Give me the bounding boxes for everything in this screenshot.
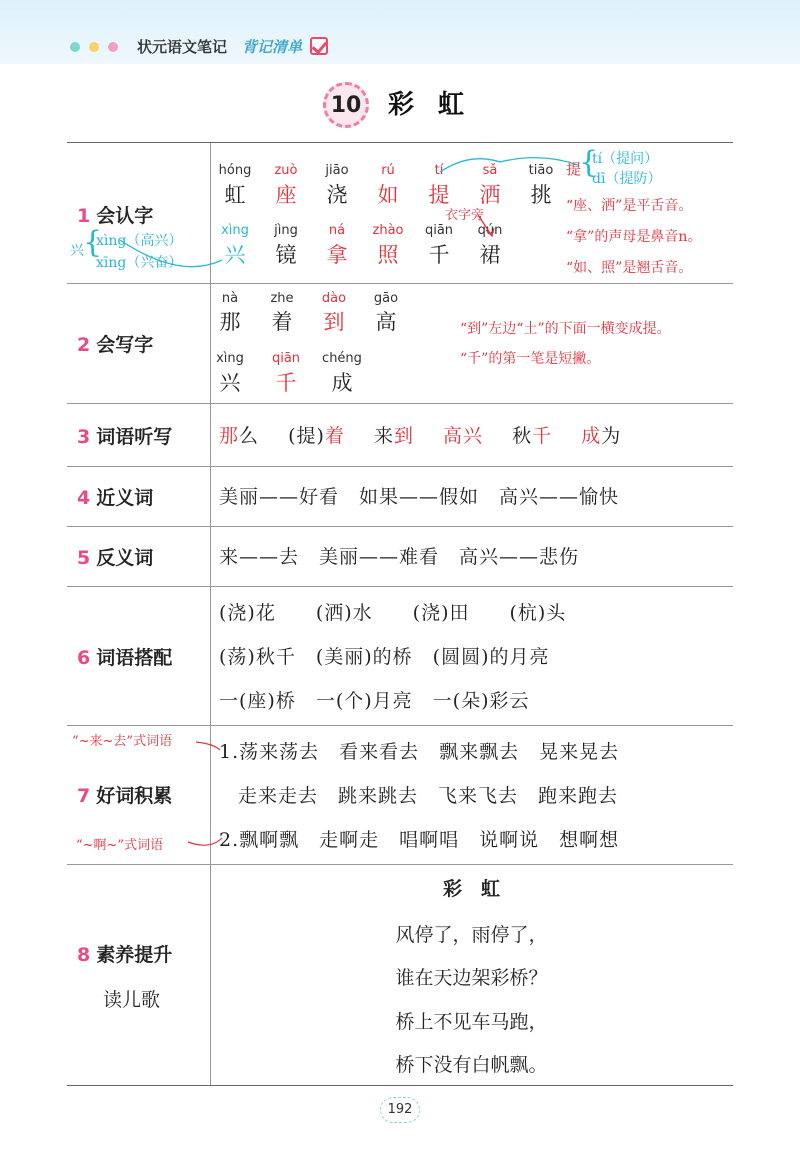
section-label [77,643,172,670]
good-words-line-3: 2.飘啊飘 走啊走 唱啊唱 说啊说 想啊想 [219,829,620,851]
pinyin-label: qiān [424,223,454,238]
section-label [77,422,172,449]
section-number: 6 [77,647,91,669]
ti-bracket: { [579,145,599,180]
ti-reading-1: tí（提问） [592,151,659,167]
poem-line: 风停了，雨停了， [395,924,548,946]
row-divider [67,466,733,467]
section-title: 会认字 [96,205,154,227]
row-divider [67,403,733,404]
character-label: 成 [331,371,353,395]
pinyin-label: zhe [270,291,294,306]
good-words-note-1: “~来~去”式词语 [72,734,173,749]
character-label: 洒 [479,183,501,207]
dictation-word: 么 [239,425,260,447]
dictation-row [219,421,621,448]
good-words-line-2: 走来走去 跳来跳去 飞来飞去 跑来跑去 [238,785,619,807]
antonyms-row: 来——去 美丽——难看 高兴——悲伤 [219,546,580,568]
poem-line: 桥下没有白帆飘。 [395,1054,548,1076]
section-number: 4 [77,487,91,509]
section-label [77,483,153,510]
dictation-word: 成 [581,425,602,447]
xing-char-note: 兴 [70,243,84,259]
section-label [77,330,153,357]
dictation-word: 着 [324,425,345,447]
pinyin-label: jiāo [325,163,349,178]
character-label: 镜 [275,243,297,267]
poem-line: 桥上不见车马跑， [395,1011,548,1033]
character-label: 浇 [326,183,348,207]
character-label: 那 [219,310,241,334]
section-label [77,940,172,967]
character-label: 提 [428,183,450,207]
write-note-2: “千”的第一笔是短撇。 [460,351,601,367]
good-words-note-2: “~啊~”式词语 [76,838,164,853]
pinyin-label: rú [381,163,395,178]
section-sublabel: 读儿歌 [103,989,161,1011]
xing-reading-1: xìng（高兴） [96,233,183,249]
dictation-word: 秋 [512,425,533,447]
ti-reading-2: dī（提防） [592,171,662,187]
character-label: 虹 [224,183,246,207]
row-divider [67,586,733,587]
section-number: 7 [77,785,91,807]
pinyin-label: zhào [372,223,404,238]
dictation-word: 千 [532,425,553,447]
character-label: 如 [377,183,399,207]
pinyin-label: qún [477,223,503,238]
section-number: 8 [77,944,91,966]
pinyin-label: ná [328,223,346,238]
series-subtitle: 背记清单 [242,38,303,56]
pinyin-label: nà [221,291,239,306]
xing-bracket: { [83,225,103,260]
poem-line: 谁在天边架彩桥？ [395,967,548,989]
section-title: 词语听写 [96,426,173,448]
character-label: 着 [271,310,293,334]
character-label: 高 [375,310,397,334]
dictation-word: 高兴 [443,425,484,447]
character-label: 座 [275,183,297,207]
character-label: 拿 [326,243,348,267]
write-note-1: “到”左边“土”的下面一横变成提。 [460,321,671,337]
xing-reading-2: xīng（兴奋） [96,255,183,271]
lesson-number-badge: 10 [323,82,369,128]
radical-note: 衣字旁 [445,208,485,223]
pinyin-label: xìng [216,351,244,366]
character-label: 到 [323,310,345,334]
dictation-word: (提) [288,425,325,447]
page-number: 192 [380,1097,420,1123]
dictation-word: 那 [219,425,240,447]
pinyin-label: gāo [373,291,399,306]
pinyin-label: tí [434,163,444,178]
pinyin-label: xìng [221,223,249,238]
pinyin-label: zuò [274,163,298,178]
pinyin-label: chéng [322,351,362,366]
pinyin-label: jìng [274,223,298,238]
dictation-word: 到 [393,425,414,447]
character-label: 兴 [219,371,241,395]
poem-title: 彩 虹 [442,878,500,900]
synonyms-row: 美丽——好看 如果——假如 高兴——愉快 [219,486,620,508]
section-number: 1 [77,205,91,227]
section-number: 2 [77,334,91,356]
line-note-2: “拿”的声母是鼻音n。 [566,229,702,245]
section-title: 素养提升 [96,944,173,966]
section-title: 好词积累 [96,785,173,807]
row-divider [67,526,733,527]
collocation-line-3: 一(座)桥 一(个)月亮 一(朵)彩云 [219,690,530,712]
character-label: 兴 [224,243,246,267]
character-label: 千 [428,243,450,267]
section-label [77,543,153,570]
lesson-title: 彩虹 [388,90,489,120]
pinyin-label: tiāo [528,163,554,178]
dictation-word: 为 [601,425,622,447]
section-title: 词语搭配 [96,647,173,669]
ti-char-note: 提 [566,160,582,178]
line-note-1: “座、洒”是平舌音。 [566,198,693,214]
section-title: 反义词 [96,547,154,569]
character-label: 照 [377,243,399,267]
row-divider [67,864,733,865]
pinyin-label: hóng [218,163,252,178]
collocation-line-1: (浇)花 (洒)水 (浇)田 (杭)头 [219,602,567,624]
collocation-line-2: (荡)秋千 (美丽)的桥 (圆圆)的月亮 [219,646,550,668]
pinyin-label: sǎ [482,163,498,178]
good-words-line-1: 1.荡来荡去 看来看去 飘来飘去 晃来晃去 [219,741,620,763]
section-title: 近义词 [96,487,154,509]
character-label: 千 [275,371,297,395]
line-note-3: “如、照”是翘舌音。 [566,260,693,276]
section-number: 3 [77,426,91,448]
character-label: 挑 [530,183,552,207]
pinyin-label: qiān [271,351,301,366]
pinyin-label: dào [321,291,347,306]
section-title: 会写字 [96,334,154,356]
character-label: 裙 [479,243,501,267]
series-title: 状元语文笔记 [137,38,228,56]
section-number: 5 [77,547,91,569]
dictation-word: 来 [373,425,394,447]
